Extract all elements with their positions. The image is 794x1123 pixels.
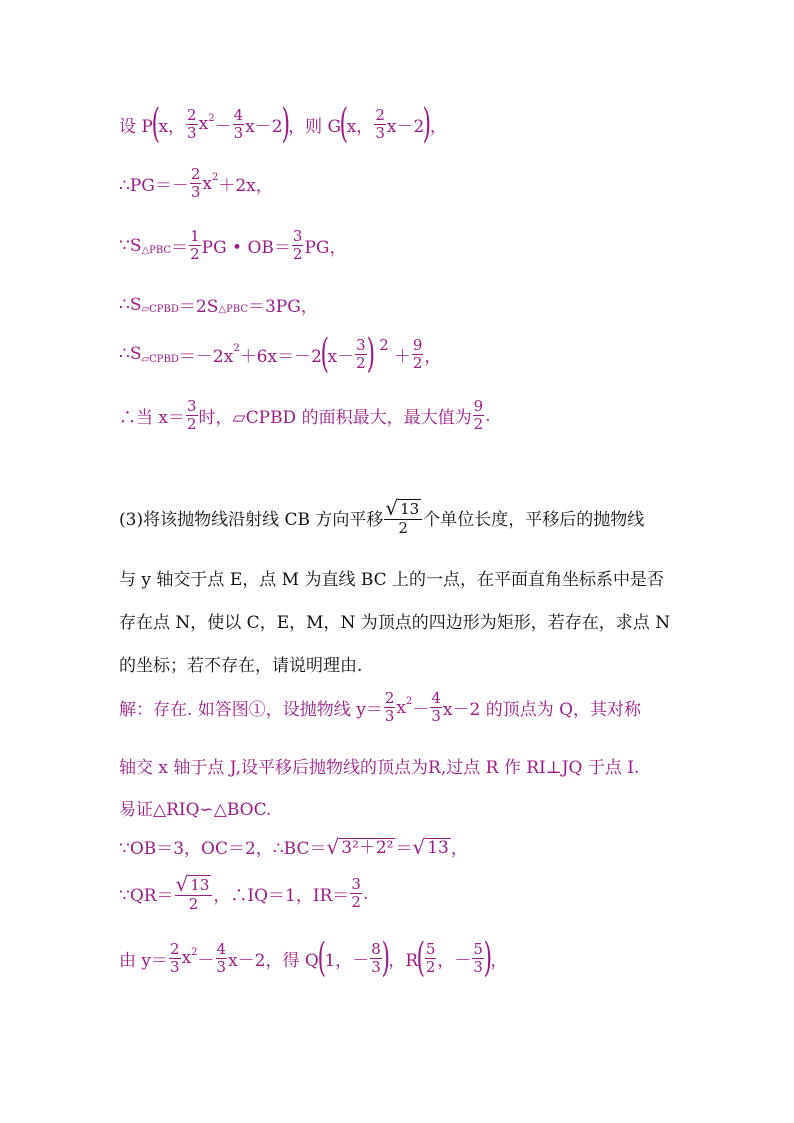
denominator: 3: [473, 957, 483, 976]
text: x－2 的顶点为 Q，其对称: [442, 700, 642, 720]
numerator: 8: [371, 939, 381, 958]
denominator: 2: [473, 415, 484, 433]
text: ∴PG＝－: [119, 176, 189, 196]
numerator: 4: [233, 105, 244, 124]
text: (3)将该抛物线沿射线 CB 方向平移: [119, 510, 384, 530]
numerator: 1: [190, 227, 200, 245]
subscript: △PBC: [141, 245, 172, 256]
denominator: 2: [190, 245, 200, 263]
radicand: 13: [427, 837, 449, 858]
numerator: [175, 874, 213, 896]
exponent: 2: [405, 696, 413, 707]
text: x: [396, 697, 406, 718]
right-paren: ): [483, 935, 493, 981]
solution-line-4: [119, 834, 468, 859]
denominator: 2: [188, 895, 199, 913]
exponent: 2: [191, 946, 198, 958]
text: ∵OB＝3，OC＝2，∴BC＝: [119, 839, 327, 859]
text: ∴S: [119, 294, 142, 315]
text: 存在点 N，使以 C，E，M，N 为顶点的四边形为矩形，若存在，求点 N: [119, 613, 671, 633]
text: ，－: [437, 950, 472, 971]
left-paren: (: [317, 935, 326, 981]
left-paren: (: [339, 101, 349, 147]
right-paren: ): [422, 101, 432, 147]
numerator: 2: [187, 105, 197, 124]
question-line-4: [119, 651, 362, 676]
text: ∴当 x＝: [119, 408, 185, 428]
denominator: 2: [356, 353, 366, 372]
text: 与 y 轴交于点 E，点 M 为直线 BC 上的一点，在平面直角坐标系中是否: [119, 570, 665, 590]
line-area-cpbd: [119, 292, 318, 317]
text: ，: [450, 839, 468, 859]
text: .: [362, 883, 369, 904]
text: 设 P: [119, 116, 153, 137]
solution-line-1: [119, 690, 641, 725]
text: ＋: [393, 346, 411, 367]
fraction: [384, 690, 396, 725]
numerator: 9: [473, 397, 484, 415]
left-paren: (: [416, 935, 426, 981]
exponent: 2: [379, 336, 389, 354]
text: ，R: [388, 950, 419, 971]
numerator: 3: [292, 227, 303, 245]
text: －: [214, 116, 232, 137]
fraction: [473, 398, 485, 433]
numerator: [384, 498, 422, 520]
denominator: 3: [371, 957, 381, 976]
fraction: [186, 398, 198, 433]
text: x，: [346, 116, 374, 137]
numerator: 2: [375, 105, 385, 124]
text: x: [198, 114, 209, 134]
solution-line-5: [119, 874, 368, 913]
text: 个单位长度，平移后的抛物线: [423, 510, 645, 530]
numerator: 3: [351, 875, 361, 893]
text: ＝: [171, 238, 189, 258]
sqrt: √ 3²＋2²: [326, 834, 394, 859]
text: ，: [490, 950, 508, 971]
fraction: [190, 166, 202, 201]
fraction: [472, 941, 484, 976]
numerator: 5: [425, 939, 436, 958]
fraction: [186, 107, 198, 142]
denominator: 2: [412, 353, 423, 372]
line-max-area: [119, 398, 491, 433]
fraction: [175, 874, 213, 913]
line-area-expression: [119, 331, 442, 377]
text: x－2，得 Q: [228, 950, 319, 971]
denominator: 3: [216, 957, 227, 976]
text: ，: [429, 116, 447, 137]
denominator: 3: [190, 183, 201, 201]
text: 易证△RIQ∽△BOC.: [119, 800, 272, 820]
text: ＝: [395, 839, 413, 859]
question-line-3: [119, 608, 670, 633]
text: x: [202, 173, 212, 194]
solution-line-3: [119, 795, 271, 820]
text: .: [485, 405, 491, 426]
text: ∵QR＝: [119, 886, 174, 906]
denominator: 2: [187, 415, 197, 433]
subscript: ▱CPBD: [141, 353, 179, 365]
left-paren: (: [151, 101, 160, 147]
fraction: [425, 941, 437, 976]
text: ＝－2x: [178, 346, 234, 367]
text: ，: [424, 346, 442, 367]
denominator: 3: [233, 123, 244, 142]
fraction: [216, 941, 228, 976]
fraction: [374, 107, 386, 142]
solution-line-2: [119, 753, 639, 778]
radicand: 3²＋2²: [341, 837, 394, 858]
solution-line-6: [119, 935, 508, 981]
text: ，∴IQ＝1，IR＝: [213, 886, 350, 906]
numerator: 4: [431, 689, 441, 707]
text: ∵S: [119, 235, 142, 256]
text: x，: [158, 116, 186, 137]
question-line-1: [119, 498, 644, 537]
denominator: 3: [431, 707, 441, 725]
fraction: [370, 941, 382, 976]
text: ，则 G: [288, 116, 342, 137]
denominator: 2: [292, 245, 303, 263]
text: x－2: [245, 116, 283, 137]
radicand: 13: [400, 500, 420, 518]
denominator: 3: [170, 957, 180, 976]
fraction: [350, 876, 362, 911]
line-area-pbc: [119, 228, 347, 263]
right-paren: ): [366, 331, 375, 377]
text: 轴交 x 轴于点 J,设平移后抛物线的顶点为R,过点 R 作 RI⊥JQ 于点 I.: [119, 758, 640, 778]
left-paren: (: [320, 331, 330, 377]
fraction: [430, 690, 442, 725]
text: 1，－: [324, 950, 370, 971]
text: ＝3PG，: [247, 297, 318, 317]
text: x: [181, 948, 192, 968]
text: PG，: [304, 238, 347, 258]
subscript: △PBC: [218, 304, 248, 315]
text: ∴S: [119, 344, 142, 364]
numerator: 3: [187, 397, 197, 415]
right-paren: ): [281, 101, 290, 147]
numerator: 2: [190, 165, 201, 183]
radicand: 13: [190, 876, 210, 894]
denominator: 2: [398, 519, 409, 537]
fraction: [233, 107, 245, 142]
question-line-2: [119, 565, 664, 590]
numerator: 9: [412, 335, 423, 354]
line-set-p: [119, 101, 447, 147]
exponent: 2: [208, 112, 215, 124]
fraction: [189, 228, 201, 263]
denominator: 3: [187, 123, 197, 142]
exponent: 2: [211, 172, 219, 183]
text: －: [412, 700, 430, 720]
subscript: ▱CPBD: [141, 304, 179, 315]
text: 解：存在. 如答图①，设抛物线 y＝: [119, 700, 383, 720]
fraction: [412, 337, 424, 372]
text: PG • OB＝: [201, 238, 291, 258]
denominator: 3: [375, 123, 385, 142]
fraction: [384, 498, 422, 537]
right-paren: ): [381, 935, 390, 981]
sqrt: √ 13: [385, 496, 420, 520]
text: ＋6x＝－2: [239, 346, 322, 367]
fraction: [292, 228, 304, 263]
exponent: 2: [233, 342, 240, 354]
text: ＝2S: [178, 297, 219, 317]
denominator: 2: [425, 957, 436, 976]
numerator: 3: [356, 335, 366, 354]
fraction: [169, 941, 181, 976]
numerator: 5: [473, 939, 483, 958]
line-pg: [119, 166, 273, 201]
text: －: [197, 950, 215, 971]
text: x－2: [386, 116, 425, 137]
numerator: 4: [216, 939, 227, 958]
text: 的坐标；若不存在，请说明理由.: [119, 656, 363, 676]
sqrt: √ 13: [412, 834, 449, 859]
text: 时，▱CPBD 的面积最大，最大值为: [198, 408, 472, 428]
sqrt: √ 13: [175, 872, 210, 896]
fraction: [355, 337, 367, 372]
text: ＋2x，: [218, 176, 273, 196]
denominator: 2: [351, 893, 361, 911]
text: 由 y＝: [119, 950, 169, 971]
text: x－: [327, 346, 355, 367]
denominator: 3: [384, 707, 395, 725]
numerator: 2: [384, 689, 395, 707]
numerator: 2: [170, 939, 180, 958]
